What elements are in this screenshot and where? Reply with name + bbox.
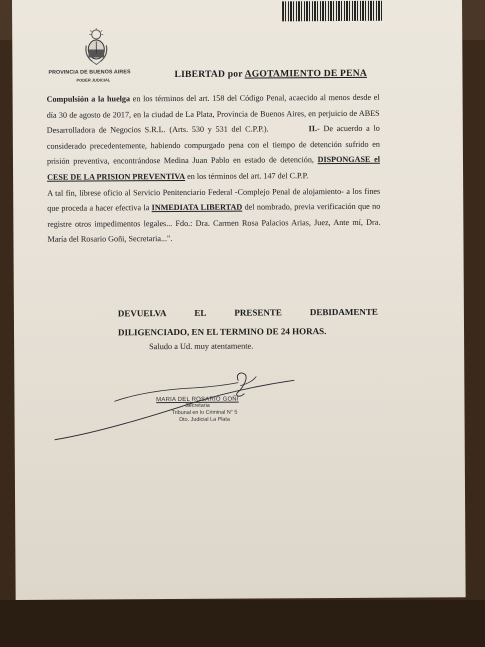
closing-salutation: Saludo a Ud. muy atentamente. [149,341,254,352]
paragraph-3-end: del nombrado, previa verificación que no registre otros impedimentos legales... Fdo.: Dra. Carmen Rosa Palacios Arias, Juez, Ante mí, Dra. María del Rosario Goñi, Secretaria...". [47,201,381,245]
paragraph-2-text: De acuerdo a lo considerado precedentemente, habiendo compurgado pena con el tiempo de detención sufrido en prisión preventiva, encontrándose Medina Juan Pablo en estado de detención, [46,123,380,167]
official-stamp [132,396,262,424]
section-number: II.- [308,124,320,134]
paragraph-1-text: en los términos del art. 158 del Código Penal, acaecido al menos desde el día 30 de agosto de 2017, en la ciudad de La Plata, Provincia de Buenos Aires, en perjuicio de ABES Desarrolladora de Negocios S.R.L. (Arts. 530 y 531 del C.P.P.). [46,92,380,135]
return-word: DEVUELVA [117,308,167,319]
paragraph-1 [47,90,381,186]
coat-of-arms-icon [81,27,111,65]
return-word: PRESENTE [234,307,282,318]
dispongase-text: DISPONGASE el CESE DE LA PRISION PREVENTIVA [47,155,380,182]
title-main: AGOTAMIENTO DE PENA [244,67,367,80]
barcode-icon [282,1,382,22]
document-page [12,0,466,600]
stamp-district: Dto. Judicial La Plata [179,416,230,423]
return-word: DEBIDAMENTE [309,306,378,318]
stamp-name: MARIA DEL ROSARIO GOÑI [156,396,239,404]
paragraph-2-end: en los términos del art. 147 del C.P.P. [185,171,309,181]
return-instruction-line-2: DILIGENCIADO, EN EL TERMINO DE 24 HORAS. [118,326,327,338]
document-body [47,90,381,248]
paragraph-3 [47,183,380,247]
return-word: EL [194,307,207,318]
stamp-tribunal: Tribunal en lo Criminal N° 5 [171,409,238,417]
paragraph-3-text: A tal fin, líbrese oficio al Servicio Penitenciario Federal -Complejo Penal de alojamiento- a los fines que proceda a hacer efectiva la [47,186,381,213]
return-instruction [118,303,378,343]
stamp-role: Secretaria [185,402,210,409]
title-prefix: LIBERTAD por [174,68,243,81]
province-label: PROVINCIA DE BUENOS AIRES [48,69,131,76]
document-title [174,68,367,80]
judicial-label: PODER JUDICIAL [76,77,111,83]
offense-name: Compulsión a la huelga [46,94,131,104]
background-bottom [0,600,485,647]
inmediata-libertad-text: INMEDIATA LIBERTAD [151,202,243,213]
